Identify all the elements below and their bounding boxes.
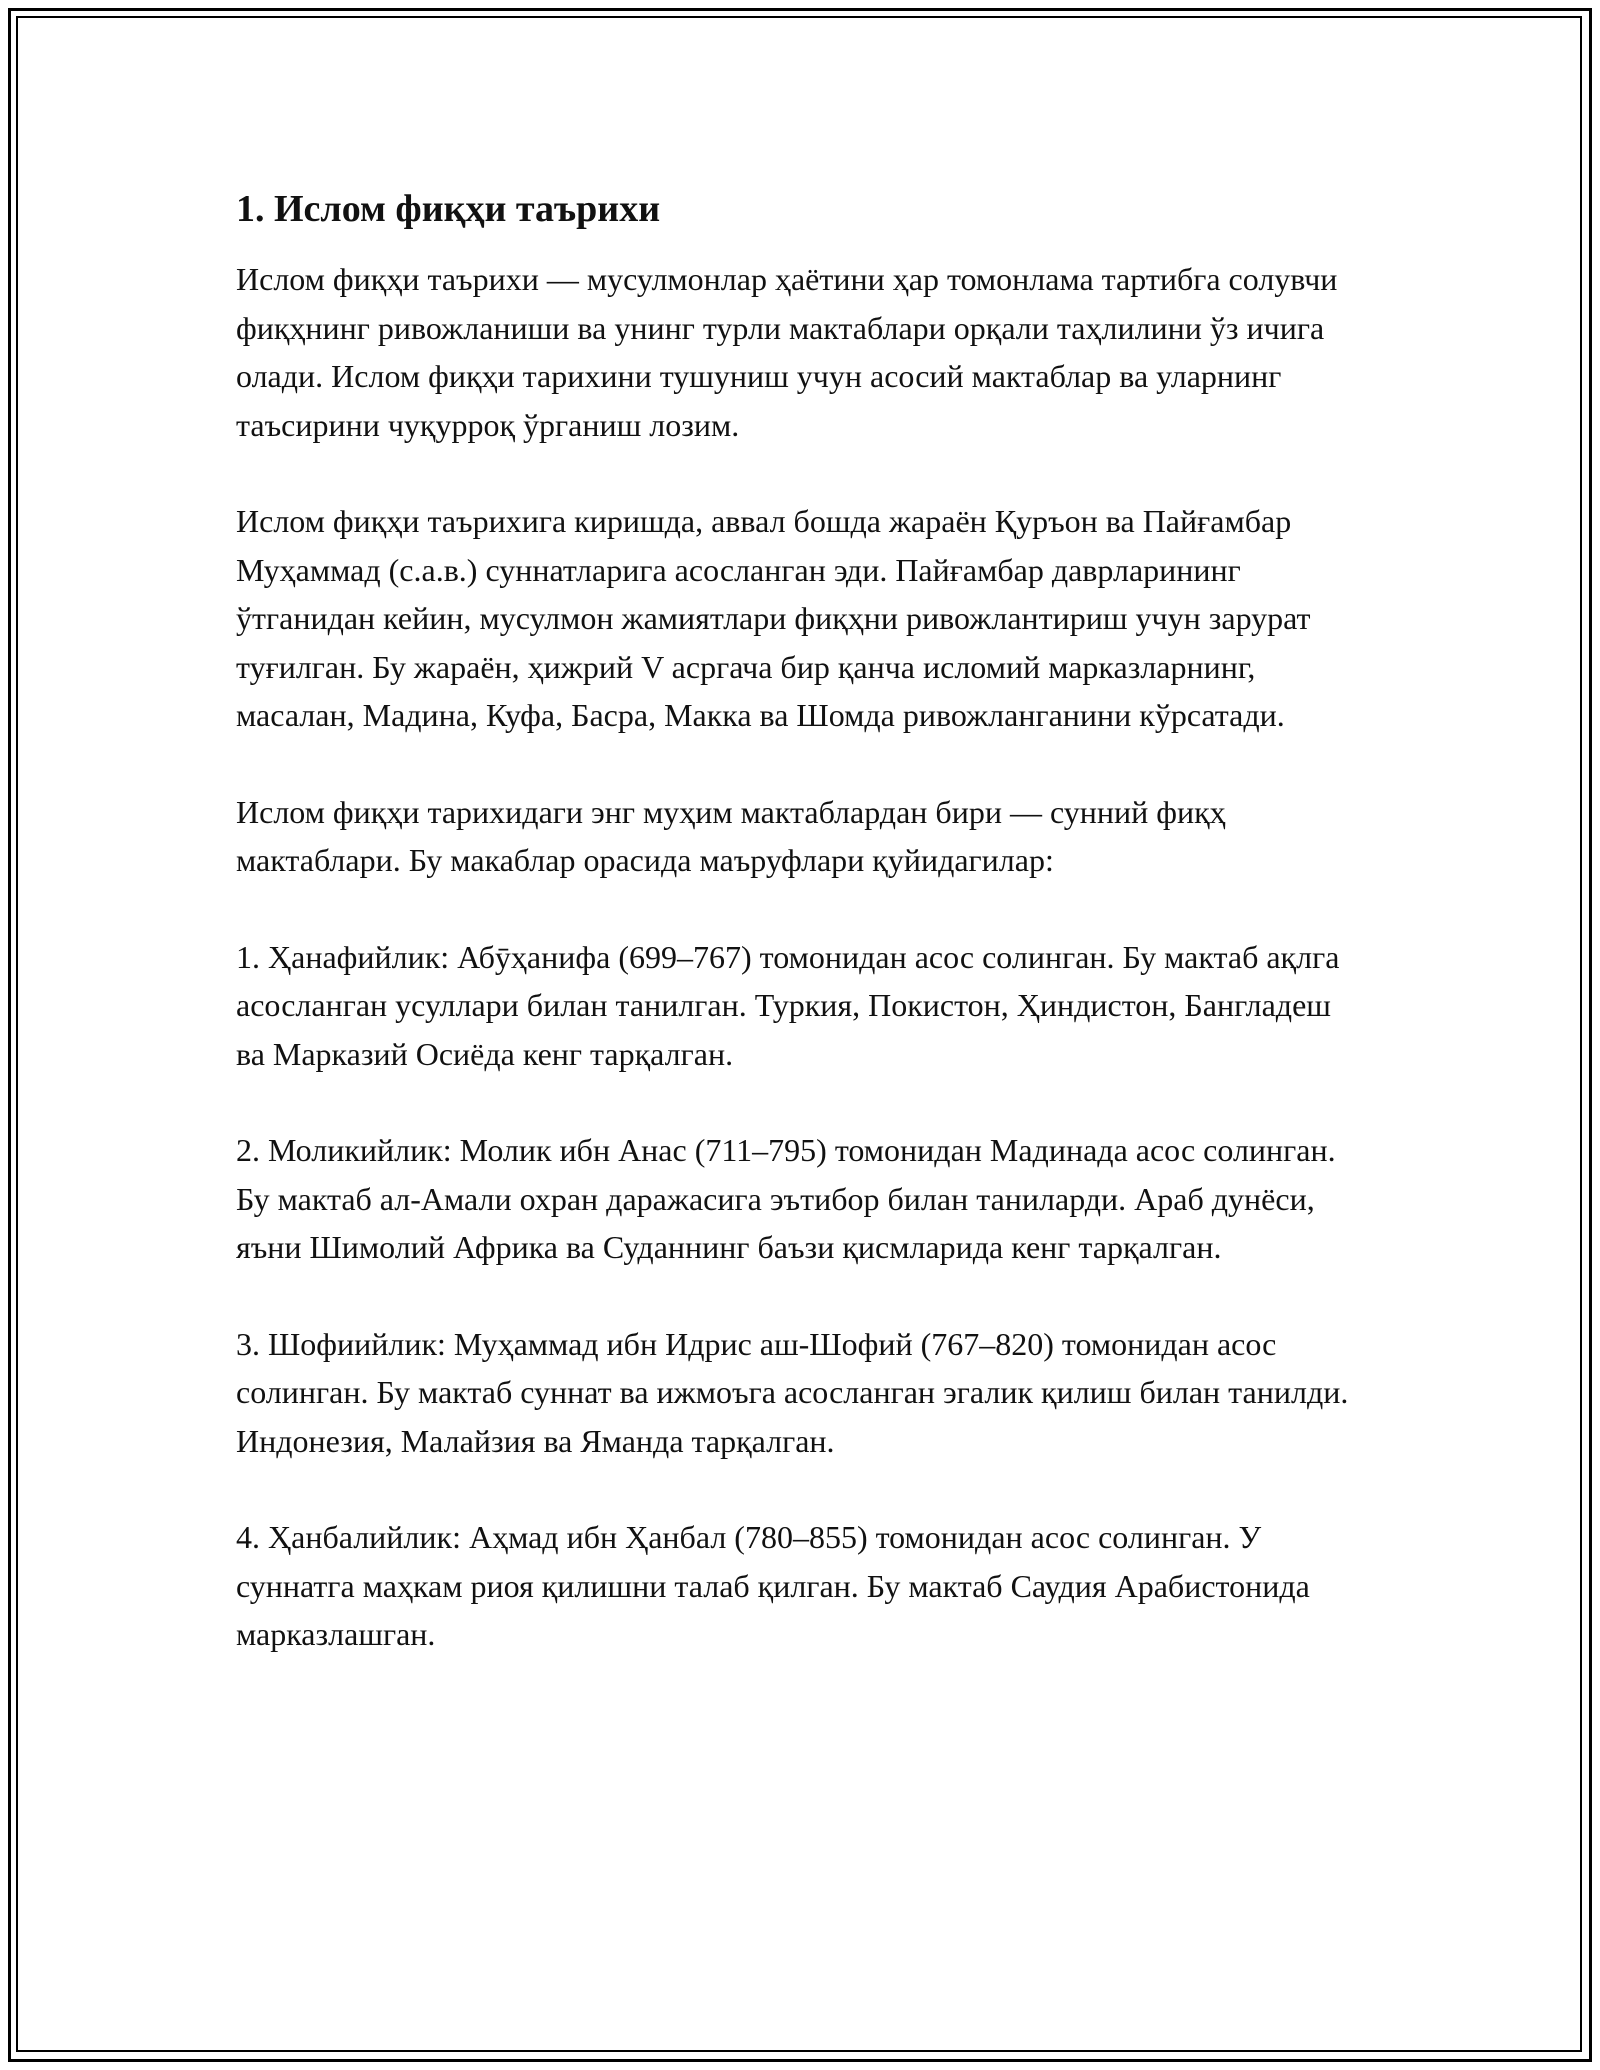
- section-heading: 1. Ислом фиқҳи таърихи: [236, 188, 661, 230]
- document-body: [236, 185, 1366, 1707]
- paragraph-sunni-schools: Ислом фиқҳи тарихидаги энг муҳим мактаблардан бири — сунний фиқҳ мактаблари. Бу макаблар орасида маъруфлари қуйидагилар:: [236, 793, 1226, 878]
- paragraph-intro: Ислом фиқҳи таърихи — мусулмонлар ҳаётини ҳар томонлама тартибга солувчи фиқҳнинг ривожланиши ва унинг турли мактаблари орқали таҳлилини ўз ичига олади. Ислом фиқҳи тарихини тушуниш учун асосий мактаблар ва уларнинг таъсирини чуқурроқ ўрганиш лозим.: [236, 261, 1338, 443]
- paragraph-shafii: 3. Шофиийлик: Муҳаммад ибн Идрис аш-Шофий (767–820) томонидан асос солинган. Бу мактаб суннат ва ижмоъга асосланган эгалик қилиш билан танилди. Индонезия, Малайзия ва Яманда тарқалган.: [236, 1325, 1349, 1459]
- paragraph-hanafi: 1. Ҳанафийлик: Абӯҳанифа (699–767) томонидан асос солинган. Бу мактаб ақлга асосланган усуллари билан танилган. Туркия, Покистон, Ҳиндистон, Бангладеш ва Марказий Осиёда кенг тарқалган.: [236, 938, 1340, 1072]
- paragraph-history: Ислом фиқҳи таърихига киришда, аввал бошда жараён Қуръон ва Пайғамбар Муҳаммад (с.а.в.) суннатларига асосланган эди. Пайғамбар даврларининг ўтганидан кейин, мусулмон жамиятлари фиқҳни ривожлантириш учун зарурат туғилган. Бу жараён, ҳижрий V асргача бир қанча исломий марказларнинг, масалан, Мадина, Куфа, Басра, Макка ва Шомда ривожланганини кўрсатади.: [236, 503, 1311, 733]
- paragraph-hanbali: 4. Ҳанбалийлик: Аҳмад ибн Ҳанбал (780–855) томонидан асос солинган. У суннатга маҳкам риоя қилишни талаб қилган. Бу мактаб Саудия Арабистонида марказлашган.: [236, 1519, 1310, 1652]
- paragraph-maliki: 2. Моликийлик: Молик ибн Анас (711–795) томонидан Мадинада асос солинган. Бу мактаб ал-Амали охран даражасига эътибор билан таниларди. Араб дунёси, яъни Шимолий Африка ва Суданнинг баъзи қисмларида кенг тарқалган.: [236, 1132, 1336, 1265]
